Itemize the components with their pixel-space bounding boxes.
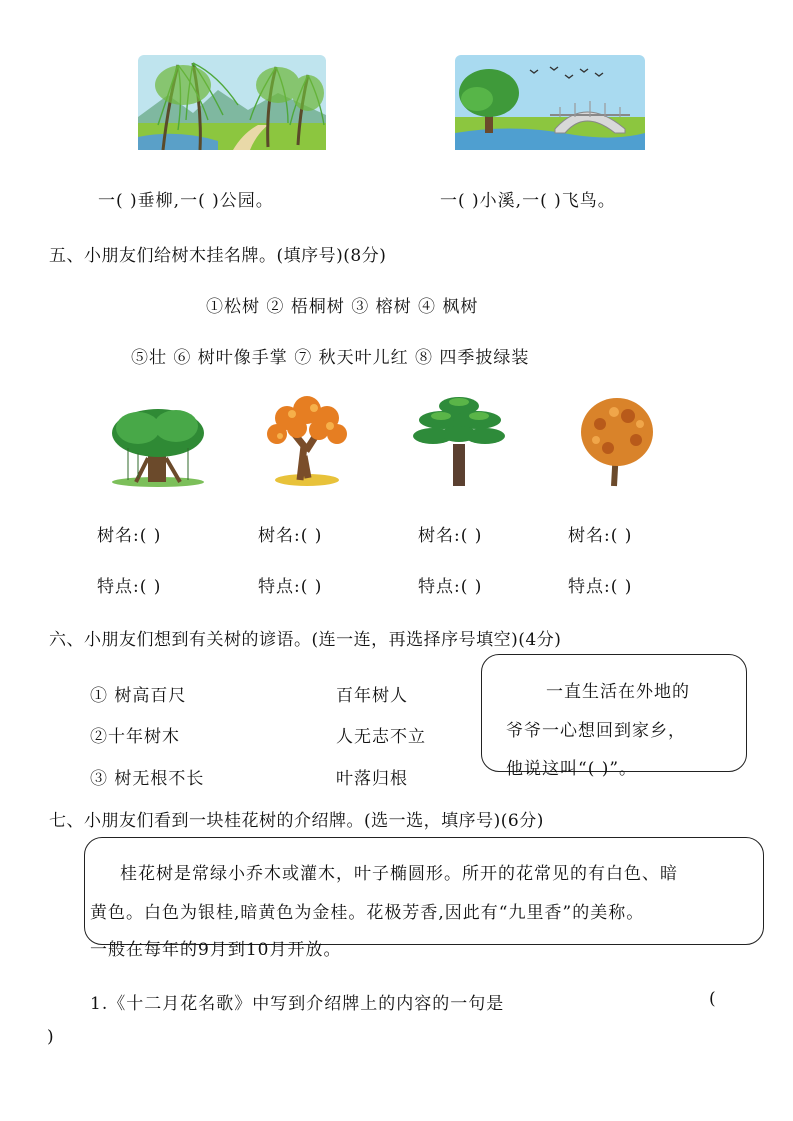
osmanthus-intro-box	[84, 837, 764, 945]
maple-blossom-tree-picture	[262, 396, 352, 488]
maple-tree-picture	[578, 394, 656, 488]
tree-traits-line: ⑤壮 ⑥ 树叶像手掌 ⑦ 秋天叶儿红 ⑧ 四季披绿装	[131, 348, 530, 368]
stream-birds-picture	[455, 55, 645, 150]
willow-park-picture	[138, 55, 326, 150]
tree1-trait-label: 特点:( )	[97, 577, 162, 597]
tree2-name-label: 树名:( )	[258, 526, 323, 546]
story-line-3: 他说这叫“( )”。	[506, 759, 638, 779]
proverb-left-3: ③ 树无根不长	[90, 769, 205, 789]
intro-line-1: 桂花树是常绿小乔木或灌木，叶子椭圆形。所开的花常见的有白色、暗	[120, 864, 678, 884]
banyan-tree-picture	[108, 398, 208, 488]
tree1-name-label: 树名:( )	[97, 526, 162, 546]
pine-tree-picture	[413, 394, 505, 488]
tree3-trait-label: 特点:( )	[418, 577, 483, 597]
intro-line-2: 黄色。白色为银桂,暗黄色为金桂。花极芳香,因此有“九里香”的美称。	[90, 903, 645, 923]
section7-heading: 七、小朋友们看到一块桂花树的介绍牌。(选一选，填序号)(6分)	[49, 811, 544, 831]
caption-right: 一( )小溪,一( )飞鸟。	[440, 191, 616, 211]
tree4-trait-label: 特点:( )	[568, 577, 633, 597]
proverb-right-3: 叶落归根	[336, 769, 408, 789]
proverb-right-1: 百年树人	[336, 686, 408, 706]
question-1-answer-open: (	[709, 989, 717, 1009]
tree2-trait-label: 特点:( )	[258, 577, 323, 597]
proverb-right-2: 人无志不立	[336, 727, 426, 747]
intro-line-3: 一般在每年的9月到10月开放。	[90, 940, 342, 960]
question-1: 1.《十二月花名歌》中写到介绍牌上的内容的一句是	[90, 994, 505, 1014]
tree-names-line: ①松树 ② 梧桐树 ③ 榕树 ④ 枫树	[206, 297, 479, 317]
question-1-answer-close: )	[47, 1027, 55, 1047]
section5-heading: 五、小朋友们给树木挂名牌。(填序号)(8分)	[49, 246, 387, 266]
caption-left: 一( )垂柳,一( )公园。	[98, 191, 274, 211]
story-line-2: 爷爷一心想回到家乡，	[506, 721, 686, 741]
proverb-left-2: ②十年树木	[90, 727, 180, 747]
story-line-1: 一直生活在外地的	[546, 682, 690, 702]
tree4-name-label: 树名:( )	[568, 526, 633, 546]
section6-heading: 六、小朋友们想到有关树的谚语。(连一连，再选择序号填空)(4分)	[49, 630, 562, 650]
proverb-left-1: ① 树高百尺	[90, 686, 187, 706]
tree3-name-label: 树名:( )	[418, 526, 483, 546]
